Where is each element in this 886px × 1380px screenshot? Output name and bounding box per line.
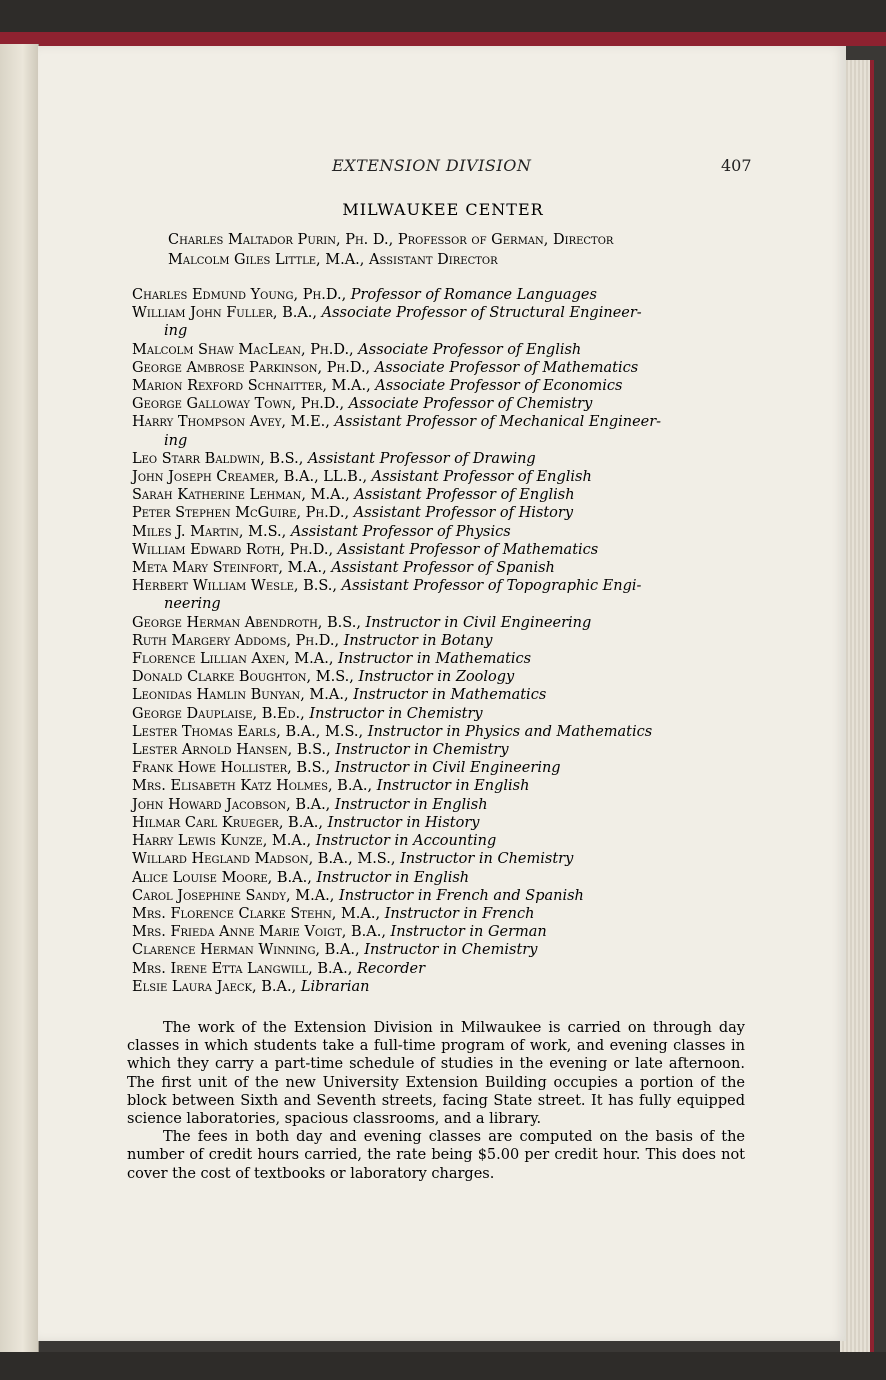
staff-entry <box>132 796 752 814</box>
staff-title: Associate Professor of English <box>358 341 582 358</box>
staff-title: Assistant Professor of History <box>353 505 574 522</box>
staff-name: Florence Lillian Axen, M.A., <box>132 651 334 668</box>
staff-title: Instructor in Accounting <box>315 833 497 850</box>
staff-entry <box>132 741 752 759</box>
staff-title: Assistant Professor of Physics <box>290 523 511 540</box>
staff-name: George Ambrose Parkinson, Ph.D., <box>132 359 371 376</box>
assistant-director-line: Malcolm Giles Little, M.A., Assistant Director <box>168 252 498 268</box>
staff-name: Herbert William Wesle, B.S., <box>132 578 338 595</box>
staff-entry <box>132 941 752 959</box>
description-text <box>127 1019 745 1183</box>
staff-entry <box>132 923 752 941</box>
staff-entry <box>132 468 752 486</box>
staff-entry <box>132 905 752 923</box>
running-head: EXTENSION DIVISION <box>332 156 532 175</box>
staff-entry <box>132 832 752 850</box>
staff-title: Instructor in French and Spanish <box>339 887 584 904</box>
staff-title: Associate Professor of Mathematics <box>374 359 639 376</box>
staff-name: George Galloway Town, Ph.D., <box>132 396 345 413</box>
staff-entry <box>132 577 752 613</box>
staff-name: Charles Edmund Young, Ph.D., <box>132 287 347 303</box>
staff-title: Instructor in Chemistry <box>400 851 574 868</box>
staff-entry <box>132 632 752 650</box>
staff-title-continuation: neering <box>164 596 221 613</box>
staff-name: Marion Rexford Schnaitter, M.A., <box>132 378 371 395</box>
staff-name: Malcolm Shaw MacLean, Ph.D., <box>132 341 354 358</box>
staff-name: George Dauplaise, B.Ed., <box>132 705 305 722</box>
staff-title: Associate Professor of Structural Engineer- <box>321 305 642 322</box>
staff-title: Instructor in German <box>390 924 547 941</box>
staff-name: Mrs. Frieda Anne Marie Voigt, B.A., <box>132 924 386 941</box>
staff-title: Instructor in Civil Engineering <box>334 760 561 777</box>
staff-entry <box>132 614 752 632</box>
staff-title: Assistant Professor of English <box>371 469 592 486</box>
staff-title: Instructor in Zoology <box>358 669 515 686</box>
staff-name: Sarah Katherine Lehman, M.A., <box>132 487 350 504</box>
staff-title: Assistant Professor of Mathematics <box>337 541 599 558</box>
staff-name: Hilmar Carl Krueger, B.A., <box>132 814 324 831</box>
staff-entry <box>132 541 752 559</box>
staff-title: Assistant Professor of Mechanical Engineer- <box>334 414 662 431</box>
staff-title: Instructor in Mathematics <box>338 651 532 668</box>
staff-title: Instructor in Botany <box>343 632 493 649</box>
staff-title: Assistant Professor of Drawing <box>307 450 536 467</box>
staff-entry <box>132 960 752 978</box>
staff-title: Instructor in English <box>334 796 488 813</box>
staff-name: Willard Hegland Madson, B.A., M.S., <box>132 851 396 868</box>
staff-entry <box>132 777 752 795</box>
staff-name: Leonidas Hamlin Bunyan, M.A., <box>132 687 349 704</box>
staff-entry <box>132 304 752 340</box>
staff-list <box>132 286 752 996</box>
staff-name: Elsie Laura Jaeck, B.A., <box>132 978 297 995</box>
staff-name: Donald Clarke Boughton, M.S., <box>132 669 354 686</box>
director-line: Charles Maltador Purin, Ph. D., Professor of German, Director <box>168 232 614 248</box>
staff-name: George Herman Abendroth, B.S., <box>132 614 361 631</box>
staff-title: Instructor in Chemistry <box>335 742 509 759</box>
staff-title: Instructor in Chemistry <box>364 942 538 959</box>
staff-entry <box>132 668 752 686</box>
staff-entry <box>132 359 752 377</box>
staff-entry <box>132 341 752 359</box>
staff-name: Clarence Herman Winning, B.A., <box>132 942 360 959</box>
staff-entry <box>132 650 752 668</box>
staff-title: Instructor in Chemistry <box>309 705 483 722</box>
staff-entry <box>132 286 752 304</box>
staff-title: Assistant Professor of Topographic Engi- <box>341 578 642 595</box>
staff-entry <box>132 504 752 522</box>
staff-title: Instructor in English <box>316 869 470 886</box>
staff-entry <box>132 413 752 449</box>
staff-name: Mrs. Elisabeth Katz Holmes, B.A., <box>132 778 373 795</box>
staff-name: Mrs. Irene Etta Langwill, B.A., <box>132 960 353 977</box>
staff-title: Instructor in Mathematics <box>353 687 547 704</box>
staff-name: Meta Mary Steinfort, M.A., <box>132 560 327 577</box>
staff-title: Librarian <box>300 978 370 995</box>
staff-entry <box>132 887 752 905</box>
staff-entry <box>132 869 752 887</box>
staff-title: Recorder <box>356 960 426 977</box>
staff-title: Instructor in History <box>327 814 480 831</box>
staff-name: Harry Lewis Kunze, M.A., <box>132 833 312 850</box>
staff-title: Instructor in French <box>384 905 535 922</box>
staff-title: Associate Professor of Economics <box>375 378 623 395</box>
staff-title: Instructor in Civil Engineering <box>365 614 592 631</box>
staff-title: Associate Professor of Chemistry <box>348 396 593 413</box>
page-number: 407 <box>721 156 752 175</box>
left-page-edge <box>0 44 39 1364</box>
staff-name: Peter Stephen McGuire, Ph.D., <box>132 505 350 522</box>
staff-entry <box>132 450 752 468</box>
staff-title: Assistant Professor of Spanish <box>331 560 555 577</box>
staff-title: Assistant Professor of English <box>354 487 575 504</box>
section-title: MILWAUKEE CENTER <box>342 200 544 219</box>
staff-name: Lester Arnold Hansen, B.S., <box>132 742 331 759</box>
staff-entry <box>132 395 752 413</box>
staff-title: Instructor in Physics and Mathematics <box>367 723 653 740</box>
staff-name: Miles J. Martin, M.S., <box>132 523 287 540</box>
staff-entry <box>132 850 752 868</box>
staff-name: William Edward Roth, Ph.D., <box>132 541 334 558</box>
staff-name: Ruth Margery Addoms, Ph.D., <box>132 632 340 649</box>
staff-title-continuation: ing <box>164 323 188 340</box>
paragraph: The fees in both day and evening classes are computed on the basis of the number of credit hours carried, the rate being $5.00 per credit hour. This does not cover the cost of textbooks or laboratory charges. <box>127 1129 745 1182</box>
staff-name: Mrs. Florence Clarke Stehn, M.A., <box>132 905 381 922</box>
staff-title-continuation: ing <box>164 432 188 449</box>
staff-name: Frank Howe Hollister, B.S., <box>132 760 331 777</box>
staff-entry <box>132 814 752 832</box>
staff-entry <box>132 705 752 723</box>
staff-name: John Howard Jacobson, B.A., <box>132 796 331 813</box>
staff-title: Professor of Romance Languages <box>350 287 597 303</box>
staff-name: Leo Starr Baldwin, B.S., <box>132 450 304 467</box>
staff-entry <box>132 723 752 741</box>
paragraph: The work of the Extension Division in Milwaukee is carried on through day classes in which students take a full-time program of work, and evening classes in which they carry a part-time schedule of studies in the evening or late afternoon. The first unit of the new University Extension Building occupies a portion of the block between Sixth and Seventh streets, facing State street. It has fully equipped science laboratories, spacious classrooms, and a library. <box>127 1020 745 1128</box>
book-cover-edge <box>0 32 886 46</box>
staff-name: Carol Josephine Sandy, M.A., <box>132 887 335 904</box>
background-bottom <box>0 1352 886 1380</box>
staff-entry <box>132 559 752 577</box>
staff-entry <box>132 759 752 777</box>
staff-name: William John Fuller, B.A., <box>132 305 318 322</box>
staff-name: Lester Thomas Earls, B.A., M.S., <box>132 723 364 740</box>
staff-entry <box>132 486 752 504</box>
staff-name: John Joseph Creamer, B.A., LL.B., <box>132 469 368 486</box>
staff-entry <box>132 523 752 541</box>
staff-entry <box>132 377 752 395</box>
staff-name: Alice Louise Moore, B.A., <box>132 869 312 886</box>
staff-title: Instructor in English <box>376 778 530 795</box>
staff-name: Harry Thompson Avey, M.E., <box>132 414 330 431</box>
staff-entry <box>132 686 752 704</box>
staff-entry <box>132 978 752 996</box>
